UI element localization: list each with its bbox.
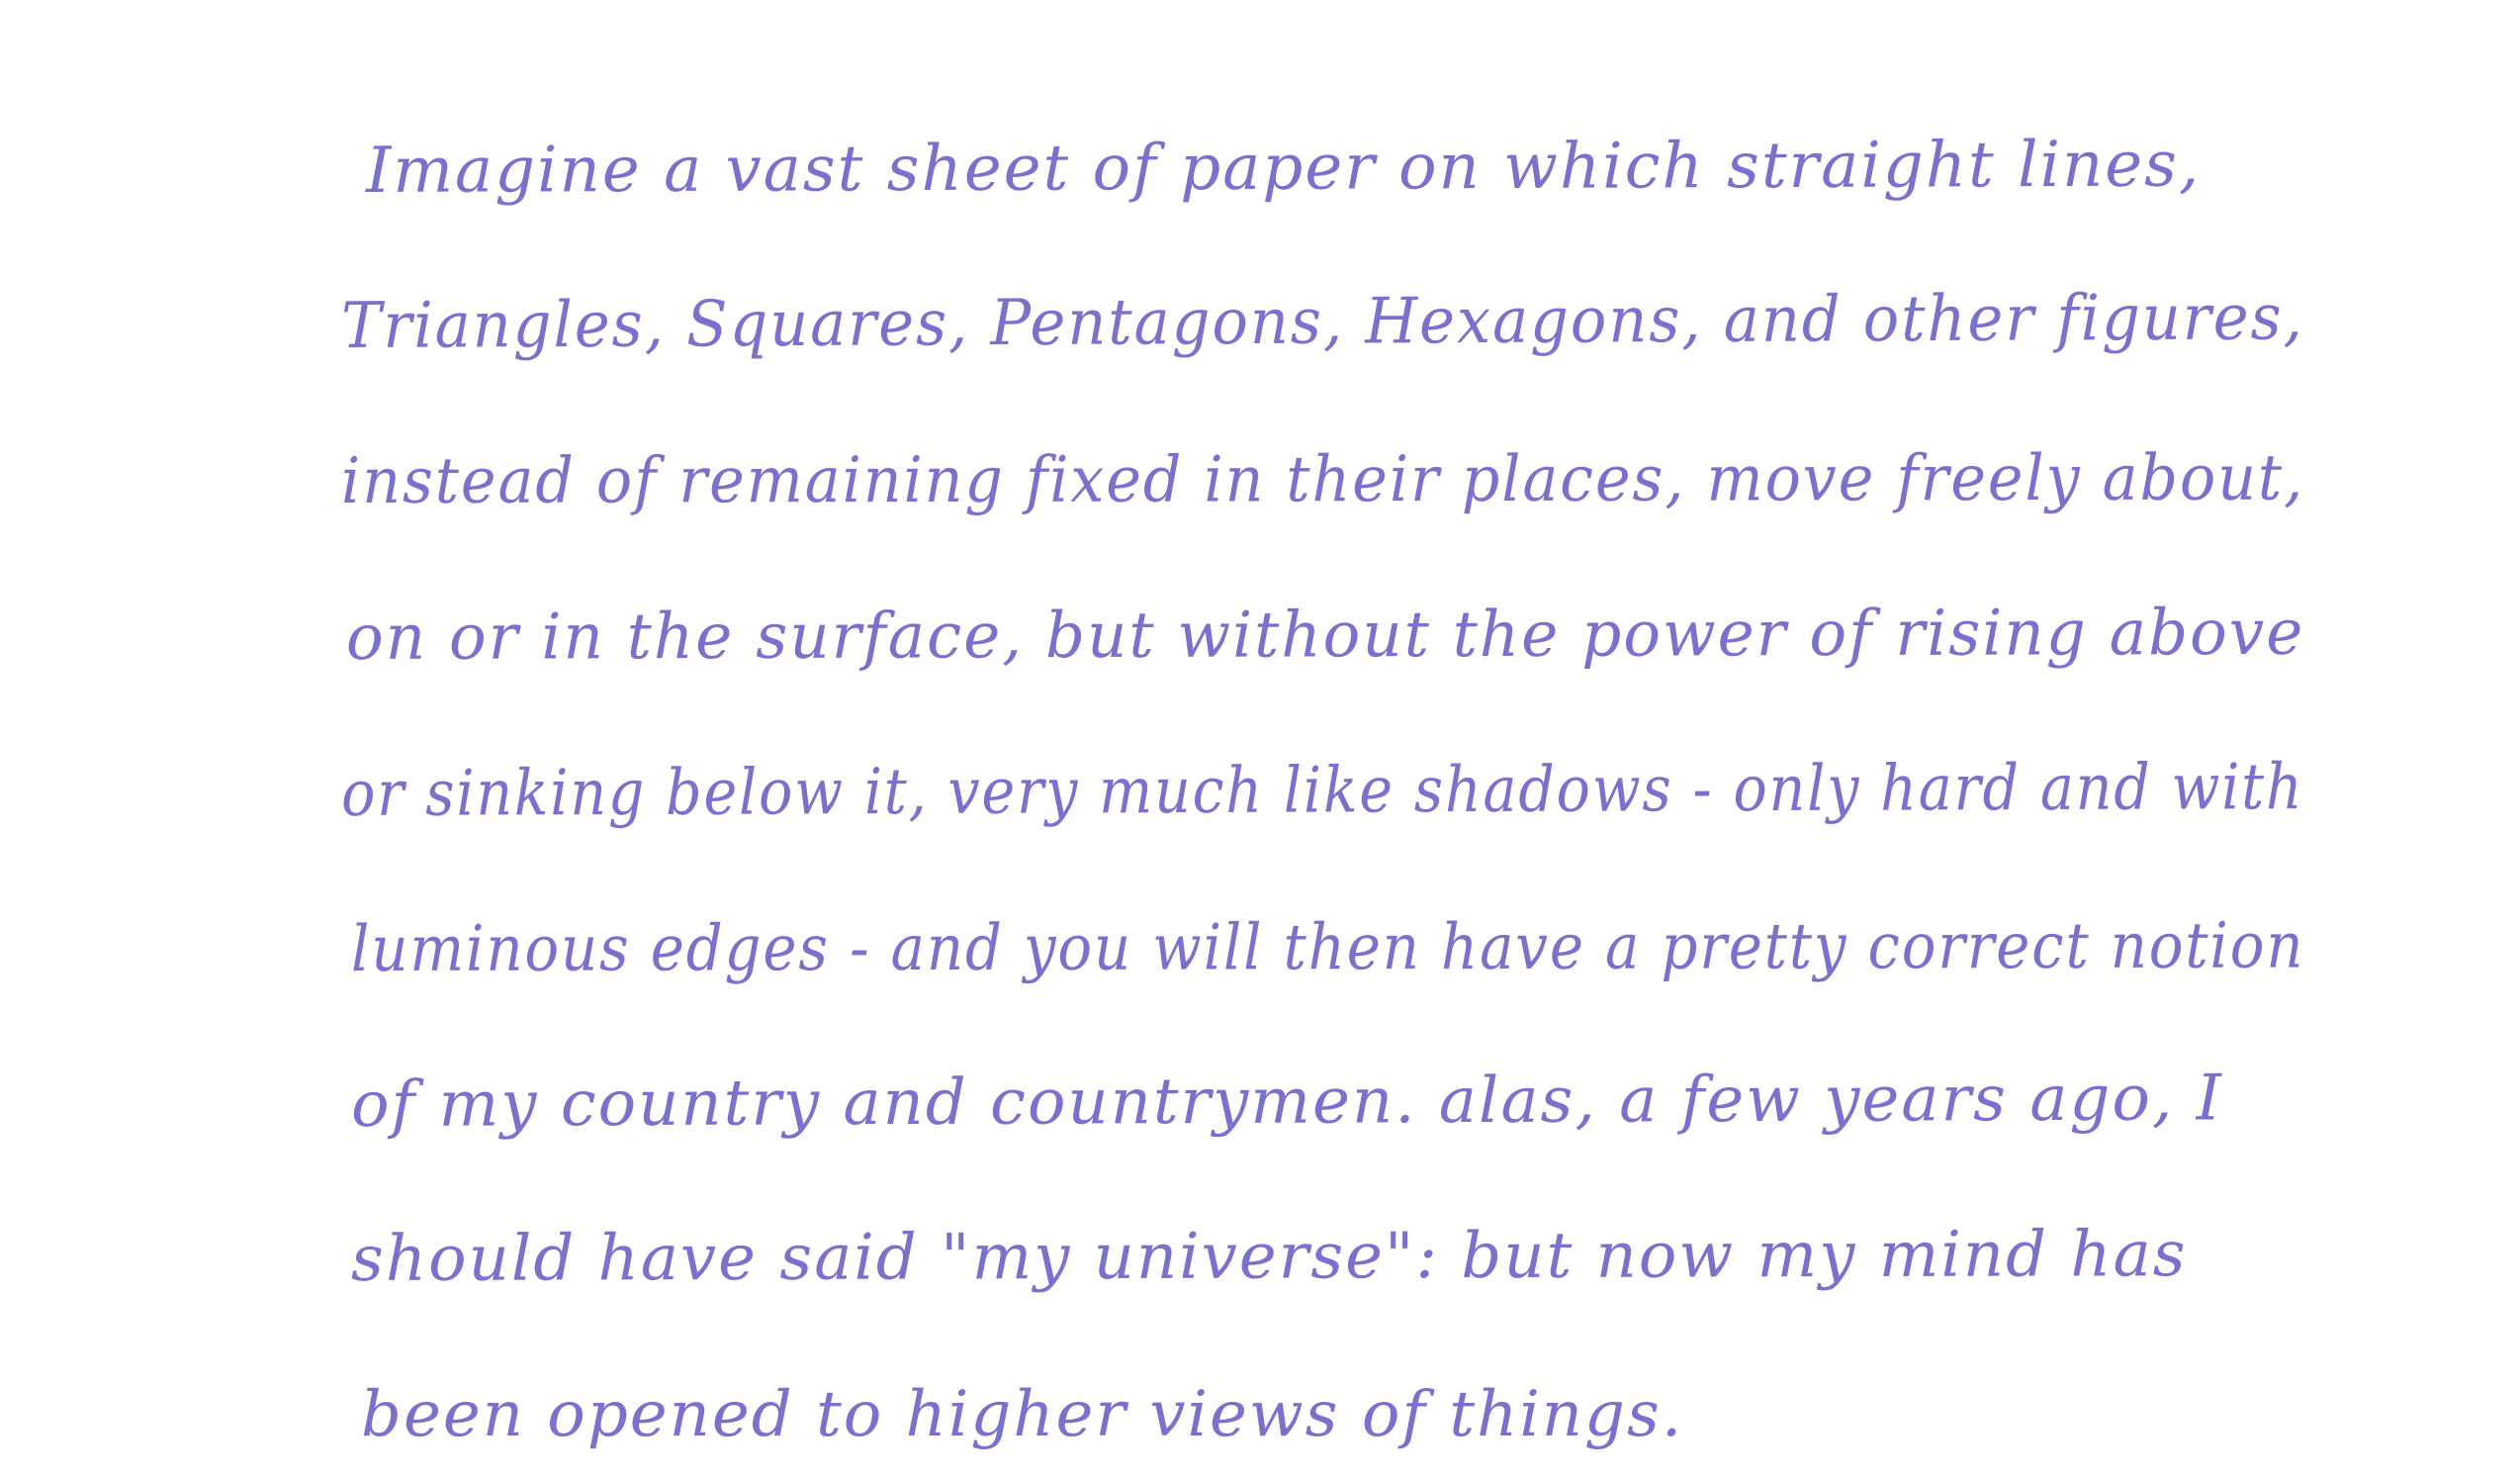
text-line-8: should have said "my universe": but now my mind has	[350, 1218, 2188, 1296]
text-line-9: been opened to higher views of things.	[361, 1378, 1684, 1451]
text-line-6: luminous edges - and you will then have a pretty correct notion	[350, 909, 2305, 986]
text-line-7: of my country and countrymen. alas, a few years ago, I	[350, 1062, 2224, 1142]
text-line-2: Triangles, Squares, Pentagons, Hexagons, and other figures,	[340, 281, 2304, 363]
text-line-4: on or in the surface, but without the power of rising above	[345, 596, 2305, 675]
text-line-5: or sinking below it, very much like shadows - only hard and with	[340, 751, 2304, 831]
text-line-1: Imagine a vast sheet of paper on which straight lines,	[365, 128, 2202, 208]
text-line-3: instead of remaining fixed in their places, move freely about,	[340, 441, 2305, 518]
